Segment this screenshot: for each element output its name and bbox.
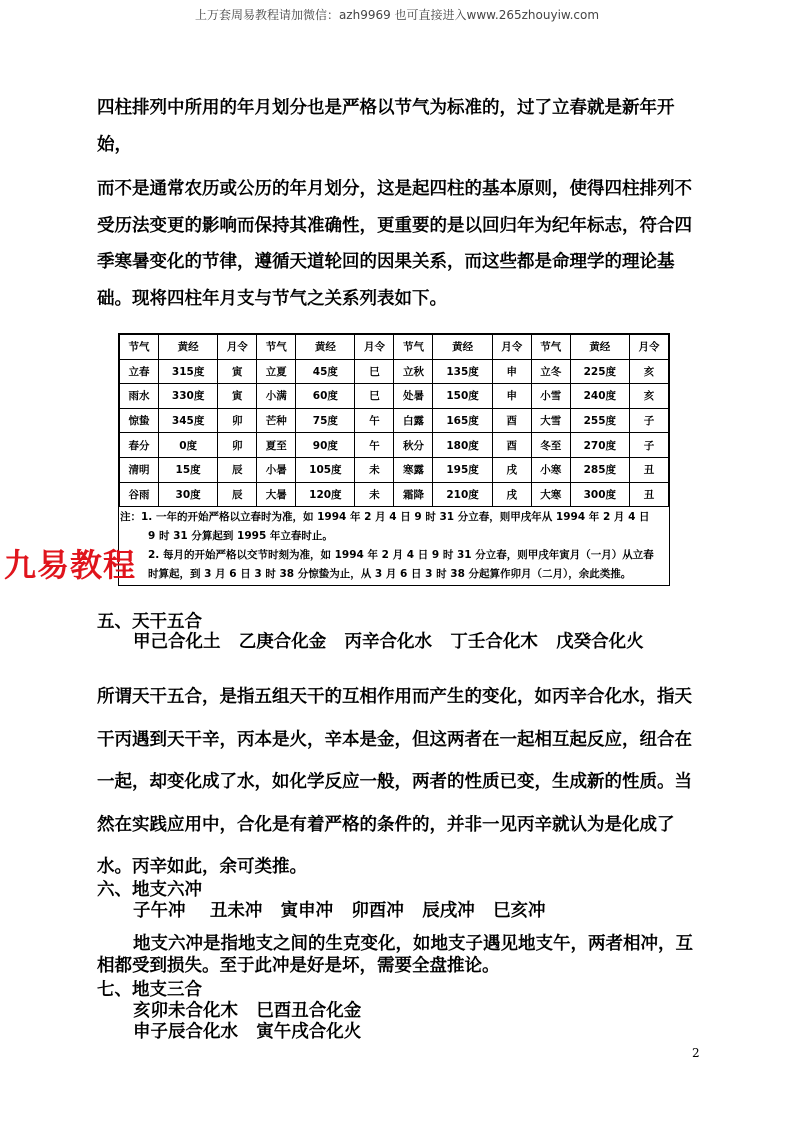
table-cell: 申 [492,384,531,409]
section-5-body: 所谓天干五合，是指五组天干的互相作用而产生的变化，如丙辛合化水，指天干丙遇到天干辛，丙本是火，辛本是金，但这两者在一起相互起反应，纽合在一起，却变化成了水，如化学反应一般，两者的性质已变，生成新的性质。当然在实践应用中，合化是有着严格的条件的，并非一见丙辛就认为是化成了水。丙辛如此，余可类推。 [97,687,692,877]
table-cell: 卯 [218,408,257,433]
table-cell: 白露 [394,408,433,433]
section-7-items-1: 亥卯未合化木 巳酉丑合化金 [133,1001,362,1021]
table-header-cell: 月令 [355,335,394,360]
table-cell: 秋分 [394,433,433,458]
table-cell: 夏至 [257,433,296,458]
table-header-cell: 月令 [218,335,257,360]
table-cell: 180度 [433,433,492,458]
table-cell: 戌 [492,482,531,507]
note-line: 注：1. 一年的开始严格以立春时为准，如 1994 年 2 月 4 日 9 时 31 分立春，则甲戌年从 1994 年 2 月 4 日 [120,511,650,523]
table-cell: 芒种 [257,408,296,433]
table-row [120,457,669,482]
table-cell: 雨水 [120,384,159,409]
table-cell: 清明 [120,457,159,482]
table-cell: 大暑 [257,482,296,507]
table-row [120,384,669,409]
table-cell: 亥 [629,384,668,409]
solar-terms-table [119,334,669,507]
table-cell: 小雪 [531,384,570,409]
table-cell: 105度 [296,457,355,482]
table-cell: 未 [355,457,394,482]
table-header-cell: 黄经 [159,335,218,360]
table-cell: 75度 [296,408,355,433]
table-cell: 大寒 [531,482,570,507]
table-row [120,359,669,384]
table-cell: 0度 [159,433,218,458]
table-cell: 卯 [218,433,257,458]
table-cell: 135度 [433,359,492,384]
watermark-logo: 九易教程 [4,546,137,584]
table-body [120,359,669,507]
table-cell: 戌 [492,457,531,482]
table-cell: 210度 [433,482,492,507]
note-line: 9 时 31 分算起到 1995 年立春时止。 [148,530,333,542]
table-header-cell: 节气 [394,335,433,360]
table-cell: 小满 [257,384,296,409]
table-cell: 15度 [159,457,218,482]
table-cell: 195度 [433,457,492,482]
note-line: 2. 每月的开始严格以交节时刻为准，如 1994 年 2 月 4 日 9 时 31 分立春，则甲戌年寅月（一月）从立春 [148,549,654,561]
table-header-cell: 黄经 [296,335,355,360]
table-cell: 45度 [296,359,355,384]
table-cell: 345度 [159,408,218,433]
table-cell: 大雪 [531,408,570,433]
table-header-cell: 黄经 [433,335,492,360]
table-cell: 小暑 [257,457,296,482]
table-cell: 酉 [492,408,531,433]
table-cell: 春分 [120,433,159,458]
table-cell: 255度 [570,408,629,433]
section-6-body: 地支六冲是指地支之间的生克变化，如地支子遇见地支午，两者相冲，互相都受到损失。至于此冲是好是坏，需要全盘推论。 [97,934,693,976]
table-cell: 丑 [629,457,668,482]
table-cell: 315度 [159,359,218,384]
table-cell: 立春 [120,359,159,384]
table-cell: 惊蛰 [120,408,159,433]
table-header-cell: 节气 [257,335,296,360]
paragraph-intro-2: 而不是通常农历或公历的年月划分，这是起四柱的基本原则，使得四柱排列不受历法变更的影响而保持其准确性，更重要的是以回归年为纪年标志，符合四季寒暑变化的节律，遵循天道轮回的因果关系，而这些都是命理学的理论基础。现将四柱年月支与节气之关系列表如下。 [97,179,692,309]
table-cell: 立秋 [394,359,433,384]
table-cell: 未 [355,482,394,507]
table-cell: 150度 [433,384,492,409]
table-cell: 165度 [433,408,492,433]
table-cell: 立夏 [257,359,296,384]
paragraph-intro-1: 四柱排列中所用的年月划分也是严格以节气为标准的，过了立春就是新年开始， [97,98,675,155]
section-5-title: 五、天干五合 [97,612,202,632]
section-7-title: 七、地支三合 [97,980,202,1000]
table-notes [120,508,668,584]
table-cell: 冬至 [531,433,570,458]
table-cell: 辰 [218,457,257,482]
table-cell: 酉 [492,433,531,458]
page-header: 上万套周易教程请加微信：azh9969 也可直接进入www.265zhouyiw.com [194,8,600,22]
table-cell: 申 [492,359,531,384]
table-cell: 225度 [570,359,629,384]
table-cell: 小寒 [531,457,570,482]
table-cell: 子 [629,433,668,458]
table-cell: 30度 [159,482,218,507]
table-cell: 300度 [570,482,629,507]
table-cell: 120度 [296,482,355,507]
table-header-cell: 节气 [531,335,570,360]
table-row [120,433,669,458]
table-cell: 辰 [218,482,257,507]
page-number: 2 [692,1046,700,1060]
table-cell: 285度 [570,457,629,482]
table-cell: 谷雨 [120,482,159,507]
table-header-cell: 节气 [120,335,159,360]
table-cell: 寅 [218,359,257,384]
table-cell: 90度 [296,433,355,458]
table-cell: 巳 [355,359,394,384]
table-cell: 寒露 [394,457,433,482]
table-header-cell: 黄经 [570,335,629,360]
table-header-cell: 月令 [629,335,668,360]
table-cell: 霜降 [394,482,433,507]
table-cell: 亥 [629,359,668,384]
table-cell: 子 [629,408,668,433]
table-cell: 330度 [159,384,218,409]
table-header-row [120,335,669,360]
section-7-items-2: 申子辰合化水 寅午戌合化火 [133,1022,362,1042]
section-5-items: 甲己合化土 乙庚合化金 丙辛合化水 丁壬合化木 戊癸合化火 [133,632,644,652]
table-cell: 240度 [570,384,629,409]
section-6-items: 子午冲 丑未冲 寅申冲 卯酉冲 辰戌冲 巳亥冲 [133,901,546,921]
table-cell: 270度 [570,433,629,458]
table-row [120,482,669,507]
table-cell: 立冬 [531,359,570,384]
table-cell: 处暑 [394,384,433,409]
table-header-cell: 月令 [492,335,531,360]
table-cell: 午 [355,408,394,433]
table-row [120,408,669,433]
section-6-title: 六、地支六冲 [97,880,202,900]
table-cell: 寅 [218,384,257,409]
note-line: 时算起，到 3 月 6 日 3 时 38 分惊蛰为止，从 3 月 6 日 3 时 38 分起算作卯月（二月），余此类推。 [148,568,632,580]
table-cell: 巳 [355,384,394,409]
table-cell: 午 [355,433,394,458]
table-cell: 丑 [629,482,668,507]
table-cell: 60度 [296,384,355,409]
